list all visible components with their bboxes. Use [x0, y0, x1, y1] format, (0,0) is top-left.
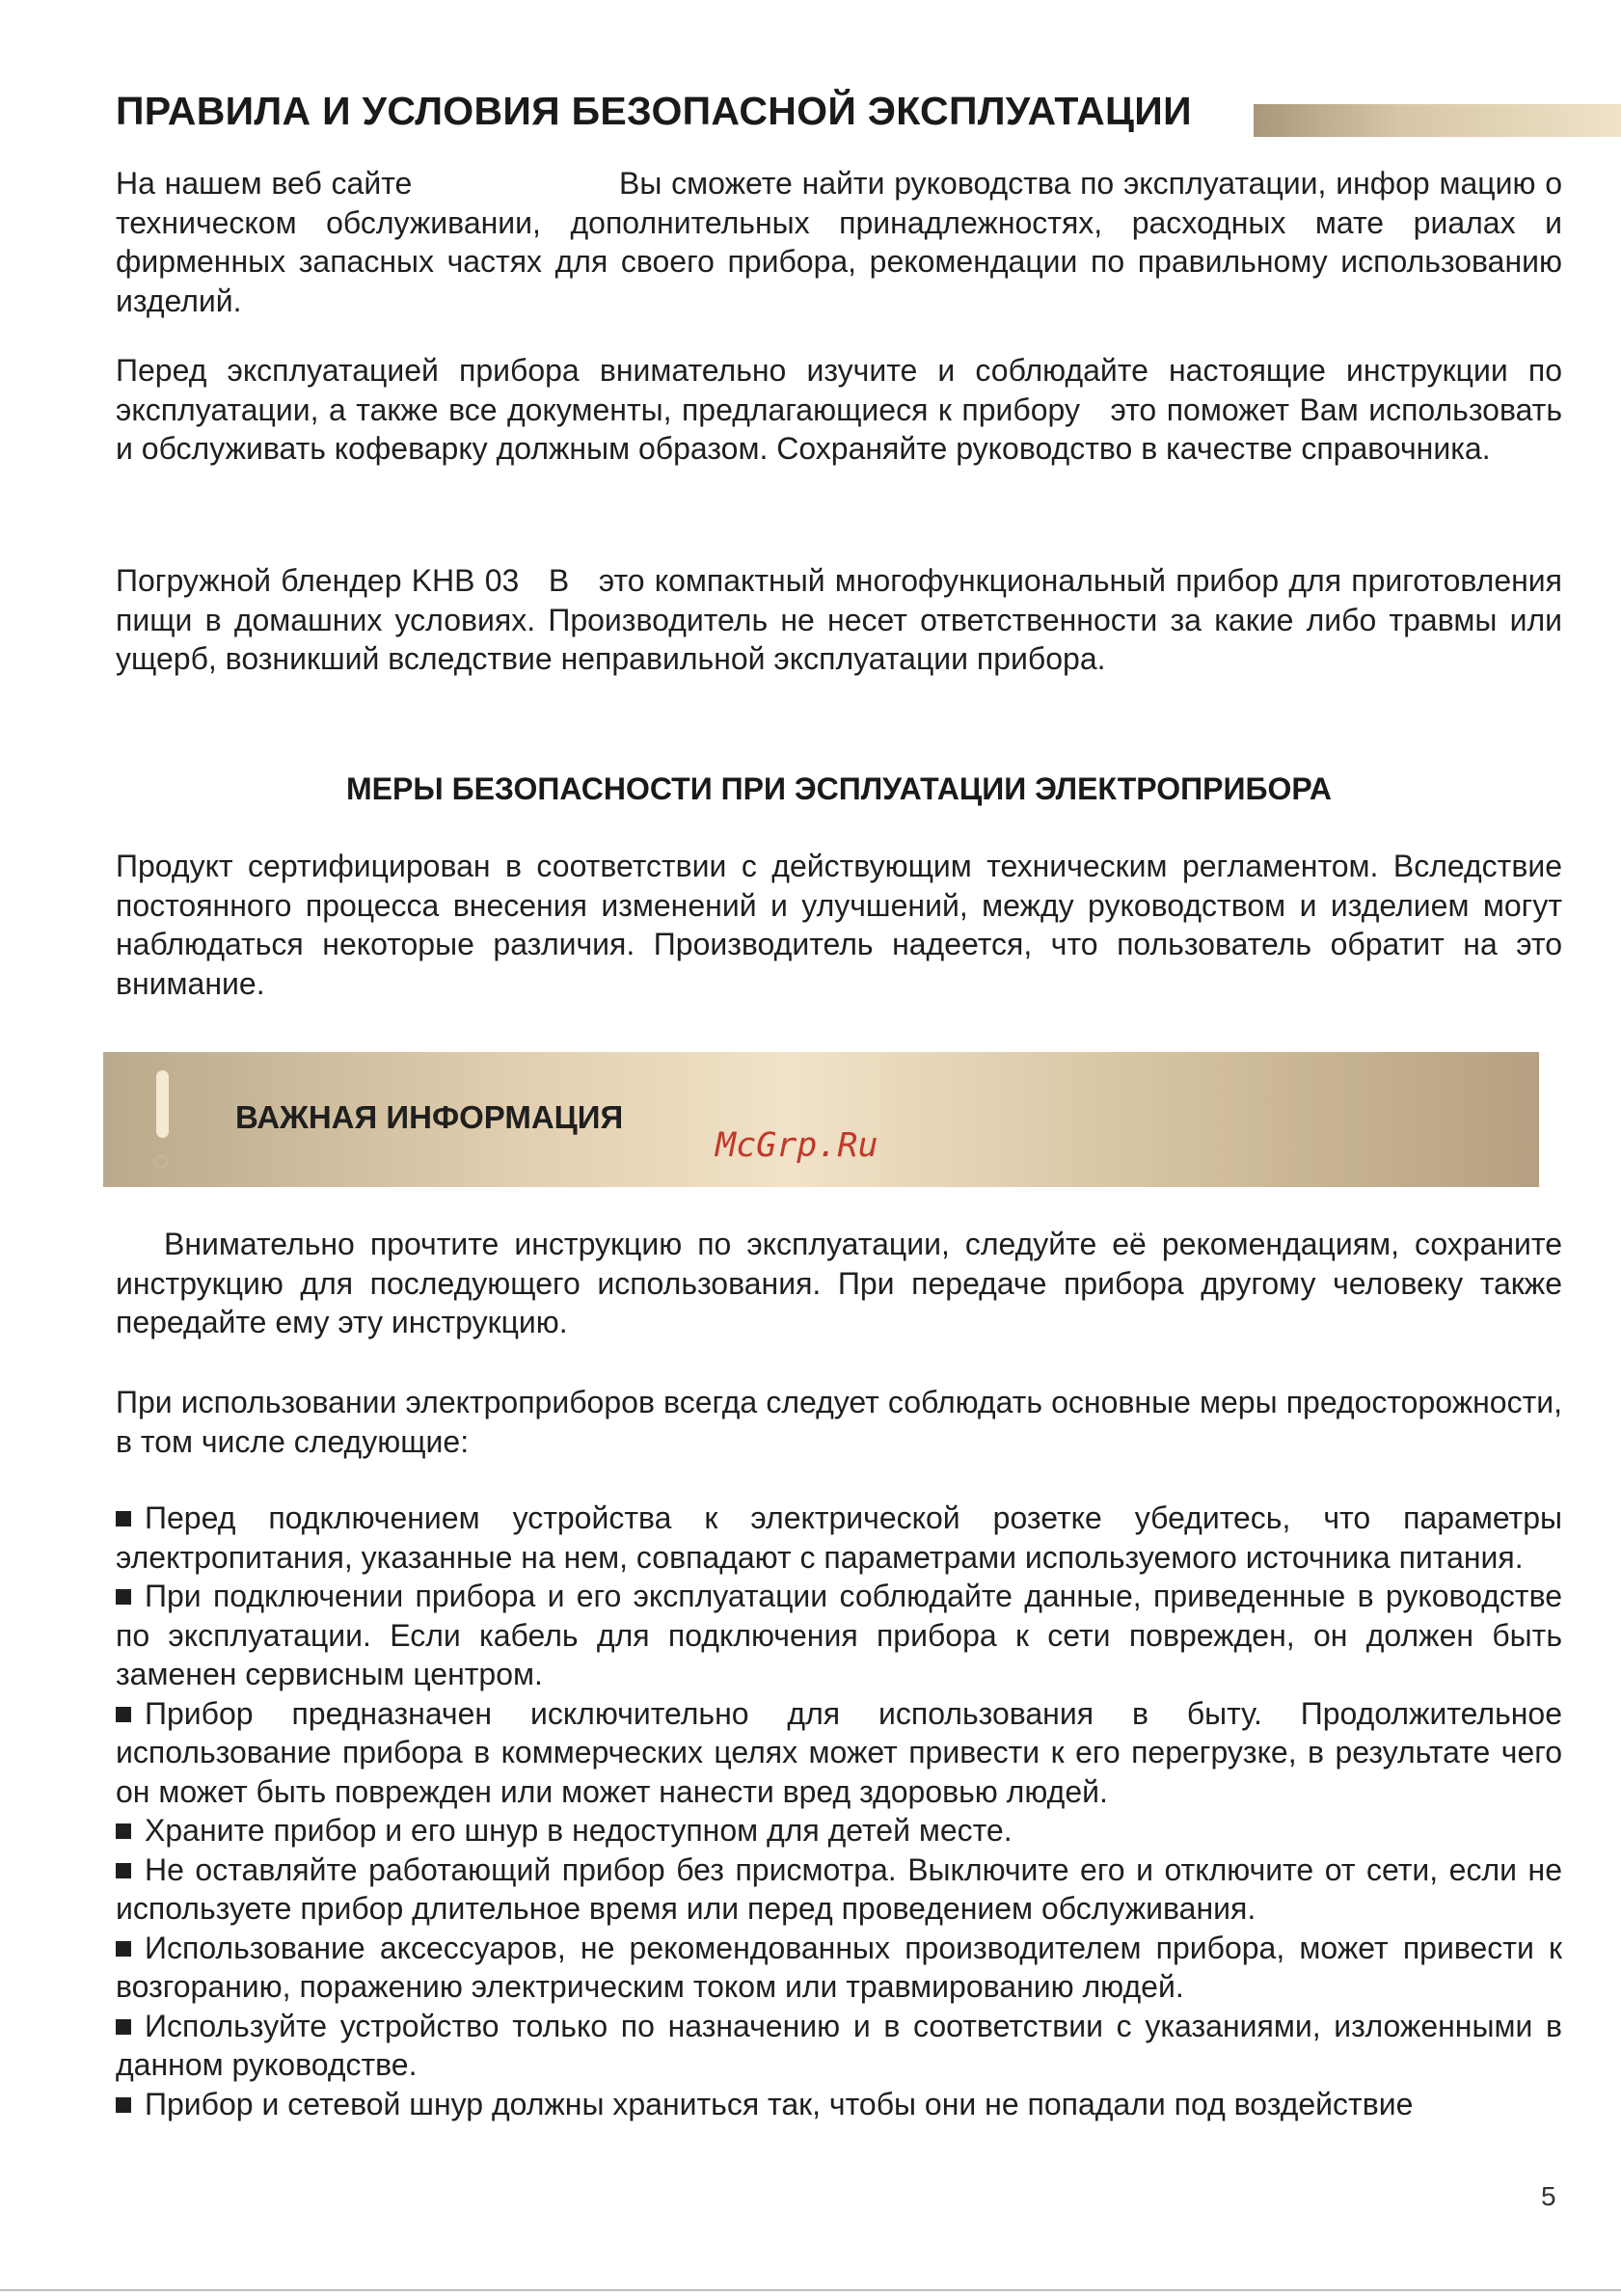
bullet-square-icon: [116, 1823, 131, 1839]
exclamation-icon: [156, 1070, 169, 1138]
page-title: ПРАВИЛА И УСЛОВИЯ БЕЗОПАСНОЙ ЭКСПЛУАТАЦИИ: [116, 89, 1192, 133]
certification-paragraph: Продукт сертифицирован в соответствии с действующим техническим регламентом. Вследствие постоянного процесса внесения изменений и улучшений, между руководством и изделием могут наблюдаться некоторые различия. Производитель надеется, что пользователь обратит на это внимание.: [116, 849, 1562, 1001]
title-accent-bar: [1254, 104, 1621, 137]
list-item: Прибор предназначен исключительно для использования в быту. Продолжительное использование прибора в коммерческих целях может привести к его перегрузке, в результате чего он может быть поврежден или может нанести вред здоровью людей.: [116, 1695, 1562, 1809]
bullet-square-icon: [116, 1941, 131, 1957]
list-item: Храните прибор и его шнур в недоступном для детей месте.: [116, 1811, 1562, 1850]
bullet-square-icon: [116, 1589, 131, 1605]
list-item: Прибор и сетевой шнур должны храниться так, чтобы они не попадали под воздействие: [116, 2085, 1562, 2124]
bottom-divider: [0, 2289, 1621, 2291]
list-item: При подключении прибора и его эксплуатации соблюдайте данные, приведенные в руководстве по эксплуатации. Если кабель для подключения прибора к сети поврежден, он должен быть заменен сервисным центром.: [116, 1579, 1562, 1691]
safety-section-heading: МЕРЫ БЕЗОПАСНОСТИ ПРИ ЭСПЛУАТАЦИИ ЭЛЕКТРОПРИБОРА: [346, 771, 1332, 806]
intro-paragraph-website: На нашем веб сайте Вы сможете найти руководства по эксплуатации, инфор мацию о техническом обслуживании, дополнительных принадлежностях, расходных мате риалах и фирменных запасных частях для своего прибора, рекомендации по правильному использованию изделий.: [116, 166, 1571, 318]
exclamation-dot-icon: [154, 1155, 168, 1169]
read-instructions-paragraph: Внимательно прочтите инструкцию по эксплуатации, следуйте её рекомендациям, сохраните инструкцию для последующего использования. При передаче прибора другому человеку также передайте ему эту инструкцию.: [116, 1227, 1562, 1339]
page-number: 5: [1541, 2181, 1556, 2211]
bullet-square-icon: [116, 2019, 131, 2035]
list-item: Используйте устройство только по назначению и в соответствии с указаниями, изложенными в данном руководстве.: [116, 2008, 1562, 2082]
precautions-intro-paragraph: При использовании электроприборов всегда следует соблюдать основные меры предосторожности, в том числе следующие:: [116, 1385, 1562, 1459]
watermark-text: McGrp.Ru: [716, 1126, 878, 1165]
bullet-square-icon: [116, 2097, 131, 2113]
list-item: Использование аксессуаров, не рекомендованных производителем прибора, может привести к возгоранию, поражению электрическим током или травмированию людей.: [116, 1930, 1562, 2004]
bullet-square-icon: [116, 1707, 131, 1722]
important-info-title: ВАЖНАЯ ИНФОРМАЦИЯ: [235, 1099, 624, 1135]
bullet-square-icon: [116, 1863, 131, 1878]
intro-paragraph-instructions: Перед эксплуатацией прибора внимательно изучите и соблюдайте настоящие инструкции по эксплуатации, а также все документы, предлагающиеся к прибору это поможет Вам использовать и обслуживать кофеварку должным образом. Сохраняйте руководство в качестве справочника.: [116, 353, 1571, 466]
list-item: Не оставляйте работающий прибор без присмотра. Выключите его и отключите от сети, если не используете прибор длительное время или перед проведением обслуживания.: [116, 1851, 1562, 1926]
bullet-square-icon: [116, 1511, 131, 1526]
safety-bullet-list: [116, 1499, 1562, 2123]
list-item: Перед подключением устройства к электрической розетке убедитесь, что параметры электропитания, указанные на нем, совпадают с параметрами используемого источника питания.: [116, 1500, 1562, 1575]
intro-paragraph-product: Погружной блендер KHB 03 B это компактный многофункциональный прибор для приготовления пищи в домашних условиях. Производитель не несет ответственности за какие либо травмы или ущерб, возникший вследствие неправильной эксплуатации прибора.: [116, 563, 1571, 676]
